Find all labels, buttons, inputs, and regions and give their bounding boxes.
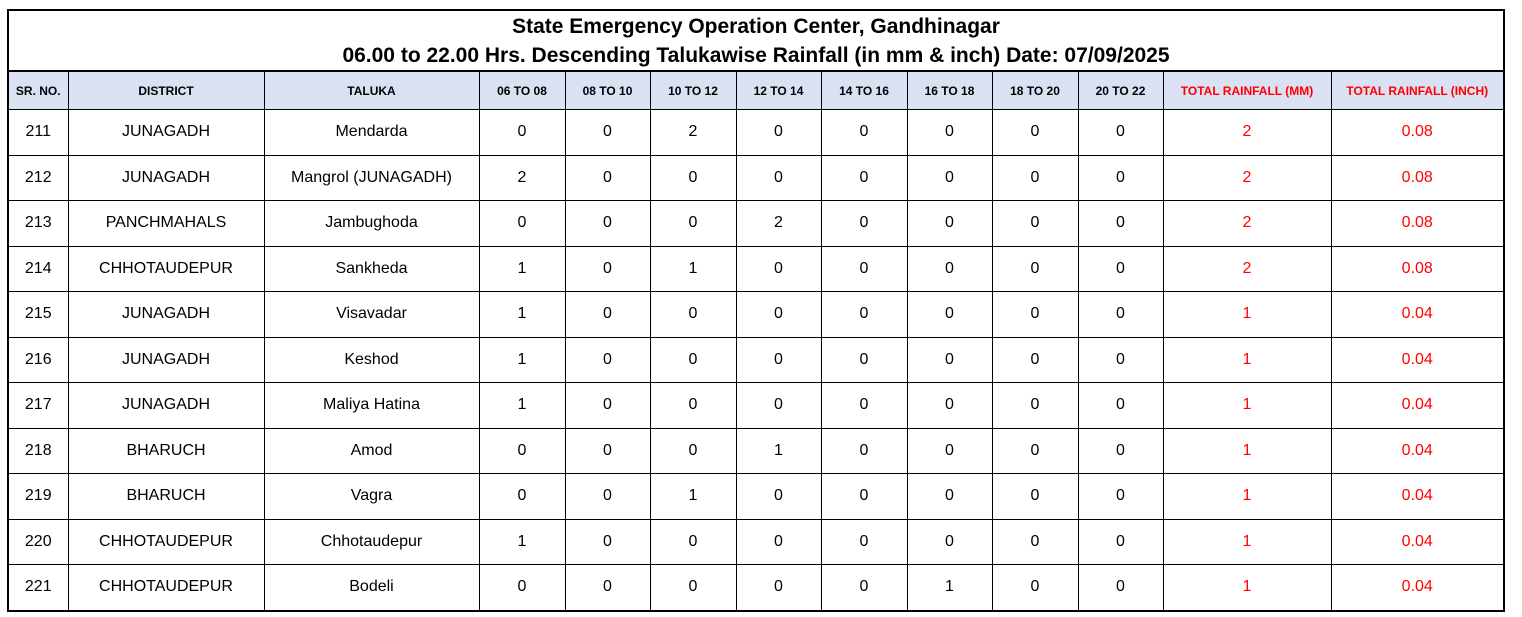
header-18-to-20: 18 TO 20: [992, 72, 1078, 110]
cell-20-to-22: 0: [1078, 201, 1163, 247]
cell-18-to-20: 0: [992, 474, 1078, 520]
cell-08-to-10: 0: [565, 201, 650, 247]
cell-sr-no: 218: [9, 428, 68, 474]
cell-total-inch: 0.08: [1331, 201, 1503, 247]
cell-taluka: Visavadar: [264, 292, 479, 338]
cell-14-to-16: 0: [821, 292, 907, 338]
cell-district: CHHOTAUDEPUR: [68, 246, 264, 292]
table-row: [9, 383, 1503, 429]
header-district: DISTRICT: [68, 72, 264, 110]
cell-total-inch: 0.04: [1331, 337, 1503, 383]
cell-20-to-22: 0: [1078, 155, 1163, 201]
report-title: State Emergency Operation Center, Gandhinagar: [512, 15, 1000, 38]
cell-12-to-14: 1: [736, 428, 821, 474]
cell-20-to-22: 0: [1078, 428, 1163, 474]
header-12-to-14: 12 TO 14: [736, 72, 821, 110]
header-10-to-12: 10 TO 12: [650, 72, 736, 110]
cell-district: CHHOTAUDEPUR: [68, 519, 264, 565]
cell-total-mm: 2: [1163, 110, 1331, 156]
cell-12-to-14: 0: [736, 337, 821, 383]
cell-taluka: Mendarda: [264, 110, 479, 156]
table-row: [9, 201, 1503, 247]
cell-18-to-20: 0: [992, 155, 1078, 201]
cell-district: JUNAGADH: [68, 337, 264, 383]
cell-total-mm: 1: [1163, 565, 1331, 610]
cell-20-to-22: 0: [1078, 474, 1163, 520]
cell-08-to-10: 0: [565, 474, 650, 520]
cell-06-to-08: 1: [479, 246, 565, 292]
cell-district: PANCHMAHALS: [68, 201, 264, 247]
cell-14-to-16: 0: [821, 428, 907, 474]
cell-total-inch: 0.04: [1331, 474, 1503, 520]
cell-12-to-14: 0: [736, 292, 821, 338]
cell-16-to-18: 0: [907, 246, 992, 292]
cell-16-to-18: 1: [907, 565, 992, 610]
cell-14-to-16: 0: [821, 110, 907, 156]
cell-06-to-08: 0: [479, 428, 565, 474]
cell-20-to-22: 0: [1078, 565, 1163, 610]
cell-16-to-18: 0: [907, 337, 992, 383]
cell-sr-no: 220: [9, 519, 68, 565]
cell-14-to-16: 0: [821, 474, 907, 520]
cell-14-to-16: 0: [821, 337, 907, 383]
cell-sr-no: 217: [9, 383, 68, 429]
header-total-mm: TOTAL RAINFALL (MM): [1163, 72, 1331, 110]
cell-16-to-18: 0: [907, 155, 992, 201]
cell-10-to-12: 0: [650, 292, 736, 338]
cell-06-to-08: 0: [479, 201, 565, 247]
cell-18-to-20: 0: [992, 428, 1078, 474]
cell-total-inch: 0.04: [1331, 428, 1503, 474]
cell-taluka: Vagra: [264, 474, 479, 520]
cell-10-to-12: 0: [650, 428, 736, 474]
cell-district: JUNAGADH: [68, 110, 264, 156]
cell-10-to-12: 0: [650, 155, 736, 201]
table-row: [9, 155, 1503, 201]
cell-10-to-12: 1: [650, 246, 736, 292]
cell-20-to-22: 0: [1078, 246, 1163, 292]
cell-10-to-12: 0: [650, 383, 736, 429]
cell-12-to-14: 0: [736, 155, 821, 201]
cell-08-to-10: 0: [565, 292, 650, 338]
header-row: [9, 72, 1503, 110]
cell-total-mm: 1: [1163, 474, 1331, 520]
cell-14-to-16: 0: [821, 201, 907, 247]
cell-district: JUNAGADH: [68, 292, 264, 338]
cell-taluka: Amod: [264, 428, 479, 474]
cell-18-to-20: 0: [992, 565, 1078, 610]
table-row: [9, 292, 1503, 338]
cell-08-to-10: 0: [565, 519, 650, 565]
cell-taluka: Keshod: [264, 337, 479, 383]
cell-sr-no: 213: [9, 201, 68, 247]
cell-20-to-22: 0: [1078, 110, 1163, 156]
header-14-to-16: 14 TO 16: [821, 72, 907, 110]
cell-district: BHARUCH: [68, 474, 264, 520]
cell-20-to-22: 0: [1078, 383, 1163, 429]
table-row: [9, 565, 1503, 610]
cell-12-to-14: 0: [736, 110, 821, 156]
cell-sr-no: 211: [9, 110, 68, 156]
report-subtitle: 06.00 to 22.00 Hrs. Descending Talukawise Rainfall (in mm & inch) Date: 07/09/2025: [342, 44, 1170, 67]
rainfall-report: [7, 9, 1505, 612]
cell-08-to-10: 0: [565, 428, 650, 474]
table-row: [9, 519, 1503, 565]
cell-10-to-12: 1: [650, 474, 736, 520]
cell-total-inch: 0.08: [1331, 246, 1503, 292]
cell-06-to-08: 1: [479, 337, 565, 383]
cell-18-to-20: 0: [992, 110, 1078, 156]
cell-06-to-08: 1: [479, 383, 565, 429]
cell-16-to-18: 0: [907, 383, 992, 429]
cell-district: BHARUCH: [68, 428, 264, 474]
cell-10-to-12: 2: [650, 110, 736, 156]
cell-08-to-10: 0: [565, 565, 650, 610]
cell-14-to-16: 0: [821, 155, 907, 201]
cell-total-inch: 0.08: [1331, 155, 1503, 201]
cell-14-to-16: 0: [821, 565, 907, 610]
cell-06-to-08: 0: [479, 474, 565, 520]
cell-12-to-14: 2: [736, 201, 821, 247]
cell-18-to-20: 0: [992, 201, 1078, 247]
cell-district: JUNAGADH: [68, 383, 264, 429]
cell-08-to-10: 0: [565, 155, 650, 201]
cell-total-inch: 0.04: [1331, 519, 1503, 565]
cell-16-to-18: 0: [907, 292, 992, 338]
cell-taluka: Mangrol (JUNAGADH): [264, 155, 479, 201]
header-06-to-08: 06 TO 08: [479, 72, 565, 110]
cell-total-inch: 0.08: [1331, 110, 1503, 156]
cell-total-mm: 2: [1163, 246, 1331, 292]
cell-sr-no: 215: [9, 292, 68, 338]
cell-06-to-08: 0: [479, 565, 565, 610]
cell-12-to-14: 0: [736, 474, 821, 520]
cell-total-inch: 0.04: [1331, 383, 1503, 429]
cell-sr-no: 221: [9, 565, 68, 610]
cell-12-to-14: 0: [736, 383, 821, 429]
header-sr-no: SR. NO.: [9, 72, 68, 110]
cell-total-mm: 1: [1163, 519, 1331, 565]
cell-18-to-20: 0: [992, 383, 1078, 429]
cell-taluka: Sankheda: [264, 246, 479, 292]
header-total-inch: TOTAL RAINFALL (INCH): [1331, 72, 1503, 110]
cell-sr-no: 212: [9, 155, 68, 201]
cell-10-to-12: 0: [650, 519, 736, 565]
cell-total-mm: 1: [1163, 292, 1331, 338]
header-16-to-18: 16 TO 18: [907, 72, 992, 110]
cell-total-mm: 2: [1163, 155, 1331, 201]
table-row: [9, 428, 1503, 474]
cell-taluka: Maliya Hatina: [264, 383, 479, 429]
cell-total-mm: 1: [1163, 383, 1331, 429]
cell-taluka: Chhotaudepur: [264, 519, 479, 565]
cell-10-to-12: 0: [650, 201, 736, 247]
cell-12-to-14: 0: [736, 519, 821, 565]
cell-total-mm: 2: [1163, 201, 1331, 247]
table-row: [9, 246, 1503, 292]
cell-08-to-10: 0: [565, 337, 650, 383]
header-08-to-10: 08 TO 10: [565, 72, 650, 110]
cell-district: JUNAGADH: [68, 155, 264, 201]
cell-18-to-20: 0: [992, 292, 1078, 338]
cell-16-to-18: 0: [907, 428, 992, 474]
cell-total-inch: 0.04: [1331, 292, 1503, 338]
cell-20-to-22: 0: [1078, 292, 1163, 338]
table-row: [9, 474, 1503, 520]
cell-total-mm: 1: [1163, 428, 1331, 474]
cell-sr-no: 214: [9, 246, 68, 292]
header-20-to-22: 20 TO 22: [1078, 72, 1163, 110]
cell-district: CHHOTAUDEPUR: [68, 565, 264, 610]
cell-16-to-18: 0: [907, 201, 992, 247]
cell-16-to-18: 0: [907, 474, 992, 520]
cell-taluka: Jambughoda: [264, 201, 479, 247]
header-taluka: TALUKA: [264, 72, 479, 110]
cell-14-to-16: 0: [821, 383, 907, 429]
cell-08-to-10: 0: [565, 246, 650, 292]
cell-08-to-10: 0: [565, 110, 650, 156]
cell-20-to-22: 0: [1078, 519, 1163, 565]
cell-16-to-18: 0: [907, 110, 992, 156]
cell-14-to-16: 0: [821, 519, 907, 565]
table-row: [9, 337, 1503, 383]
cell-18-to-20: 0: [992, 519, 1078, 565]
cell-total-mm: 1: [1163, 337, 1331, 383]
report-title-block: [9, 11, 1503, 71]
cell-10-to-12: 0: [650, 337, 736, 383]
cell-12-to-14: 0: [736, 565, 821, 610]
cell-20-to-22: 0: [1078, 337, 1163, 383]
cell-sr-no: 219: [9, 474, 68, 520]
cell-18-to-20: 0: [992, 337, 1078, 383]
cell-06-to-08: 1: [479, 292, 565, 338]
cell-08-to-10: 0: [565, 383, 650, 429]
cell-06-to-08: 0: [479, 110, 565, 156]
cell-14-to-16: 0: [821, 246, 907, 292]
cell-total-inch: 0.04: [1331, 565, 1503, 610]
cell-taluka: Bodeli: [264, 565, 479, 610]
table-row: [9, 110, 1503, 156]
cell-06-to-08: 1: [479, 519, 565, 565]
cell-12-to-14: 0: [736, 246, 821, 292]
cell-10-to-12: 0: [650, 565, 736, 610]
cell-sr-no: 216: [9, 337, 68, 383]
rainfall-table: [9, 71, 1503, 610]
cell-18-to-20: 0: [992, 246, 1078, 292]
table-body: [9, 110, 1503, 610]
cell-06-to-08: 2: [479, 155, 565, 201]
cell-16-to-18: 0: [907, 519, 992, 565]
